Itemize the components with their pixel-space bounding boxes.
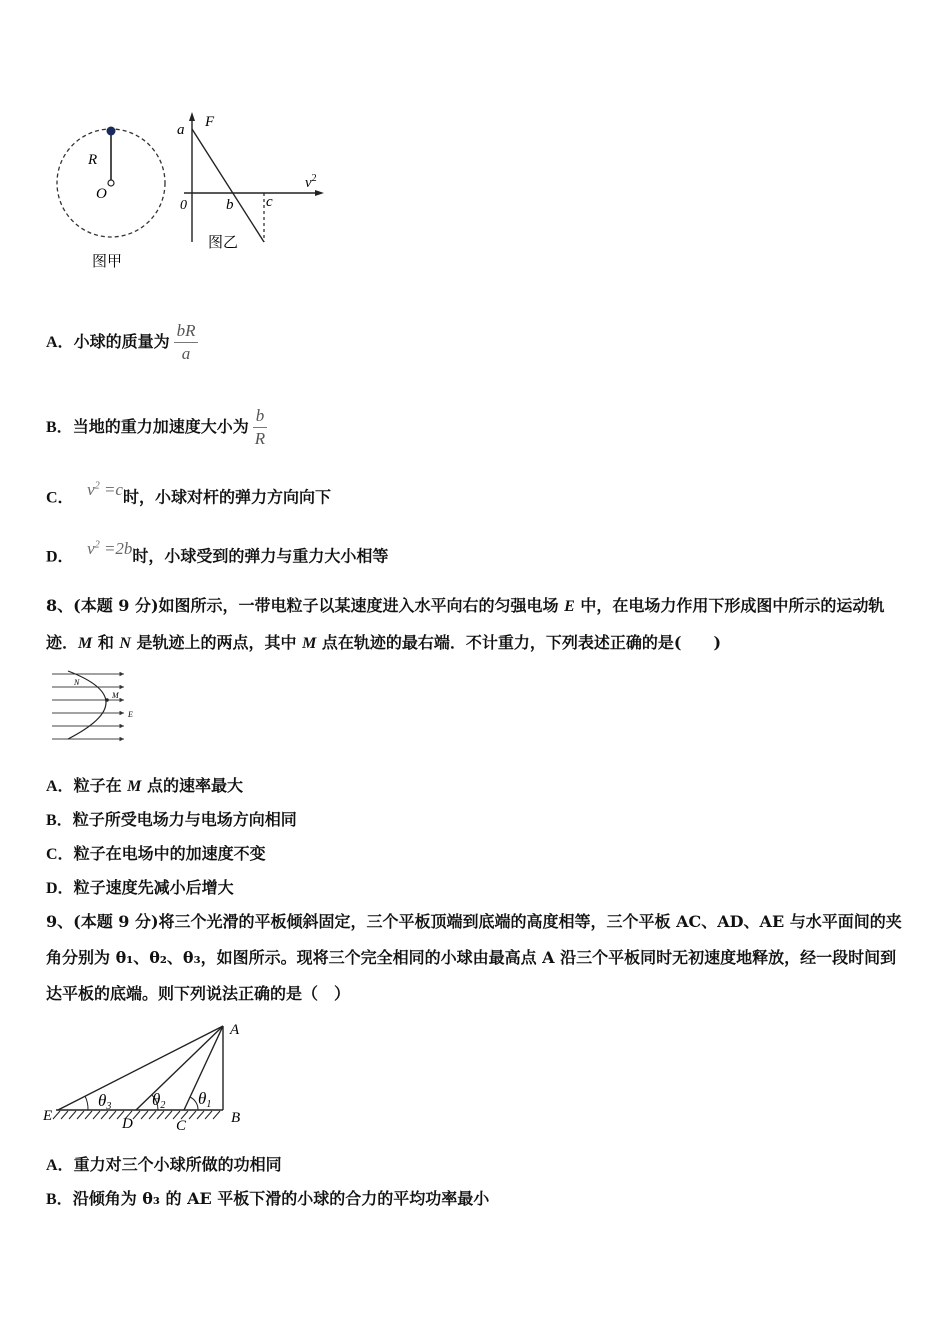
q8-option-b[interactable]: B．粒子所受电场力与电场方向相同 [46, 810, 297, 829]
q7-option-b[interactable] [46, 405, 267, 450]
figure-yi [170, 110, 330, 255]
option-text: 当地的重力加速度大小为 [72, 417, 249, 436]
label-C: C [176, 1118, 187, 1134]
plate-AD [136, 1026, 223, 1110]
label-theta2: θ2 [152, 1090, 166, 1111]
math-expression: $v^2 =2b$ [87, 538, 133, 558]
label-theta3: θ3 [98, 1091, 112, 1112]
fraction: $\frac{bR}{a}$ [174, 320, 199, 365]
pivot-O [108, 180, 114, 186]
q9-option-a[interactable]: A．重力对三个小球所做的功相同 [46, 1155, 282, 1174]
f-axis-arrow [189, 112, 195, 121]
option-letter: B． [46, 419, 73, 436]
label-R: R [88, 152, 98, 168]
q7-option-d[interactable] [46, 538, 389, 568]
option-text: 时，小球对杆的弹力方向向下 [122, 487, 331, 507]
label-F: F [205, 114, 215, 130]
q9-option-b[interactable]: B．沿倾角为 θ₃ 的 AE 平板下滑的小球的合力的平均功率最小 [46, 1189, 490, 1208]
label-D: D [122, 1116, 133, 1132]
math-expression: $v^2 =c$ [87, 479, 123, 499]
label-A: A [230, 1022, 240, 1038]
fraction: $\frac{b}{R}$ [253, 405, 268, 450]
q8-figure [46, 668, 146, 746]
label-v2: $v^2$ [305, 173, 317, 191]
label-B: B [231, 1110, 241, 1126]
label-M: M [112, 691, 119, 700]
q7-option-a[interactable] [46, 320, 198, 365]
option-text: 小球的质量为 [73, 332, 170, 351]
option-letter: D． [46, 548, 74, 566]
label-c: c [266, 194, 273, 210]
point-M [105, 698, 109, 702]
label-theta1: θ1 [198, 1089, 212, 1110]
ball [107, 127, 116, 136]
q9-stem: 9、(本题 9 分)将三个光滑的平板倾斜固定，三个平板顶端到底端的高度相等，三个平板 AC、AD、AE 与水平面间的夹角分别为 θ₁、θ₂、θ₃，如图所示。现将三个完全相同的小球由最高点 A 沿三个平板同时无初速度地释放，经一段时间到达平板的底端。则下列说法正确的是（ ） [46, 912, 902, 1003]
q9-figure [40, 1018, 255, 1138]
figure-jia [50, 118, 180, 278]
q8-option-d[interactable]: D．粒子速度先减小后增大 [46, 878, 234, 897]
label-0: 0 [180, 198, 187, 213]
q8-option-c[interactable]: C．粒子在电场中的加速度不变 [46, 844, 266, 863]
option-text: 时，小球受到的弹力与重力大小相等 [132, 546, 389, 566]
label-O: O [96, 186, 107, 202]
caption-jia: 图甲 [92, 252, 123, 270]
angle-arc-3 [85, 1096, 88, 1110]
angle-arc-1 [190, 1097, 198, 1110]
q8-stem: 8、(本题 9 分)如图所示，一带电粒子以某速度进入水平向右的匀强电场 E 中，在电场力作用下形成图中所示的运动轨迹．M 和 N 是轨迹上的两点，其中 M 点在轨迹的最右端．不计重力，下列表述正确的是( ) [46, 596, 885, 652]
label-N: N [74, 678, 80, 687]
option-letter: A． [46, 334, 74, 351]
label-b: b [226, 197, 234, 213]
q8-option-a[interactable]: A．粒子在 M 点的速率最大 [46, 776, 243, 795]
label-E: E [128, 710, 133, 719]
q7-option-c[interactable] [46, 479, 331, 509]
label-E: E [43, 1108, 53, 1124]
v2-axis-arrow [315, 190, 324, 196]
graph-line [192, 129, 264, 242]
label-a: a [177, 122, 185, 138]
option-letter: C． [46, 489, 74, 507]
caption-yi: 图乙 [208, 233, 239, 251]
